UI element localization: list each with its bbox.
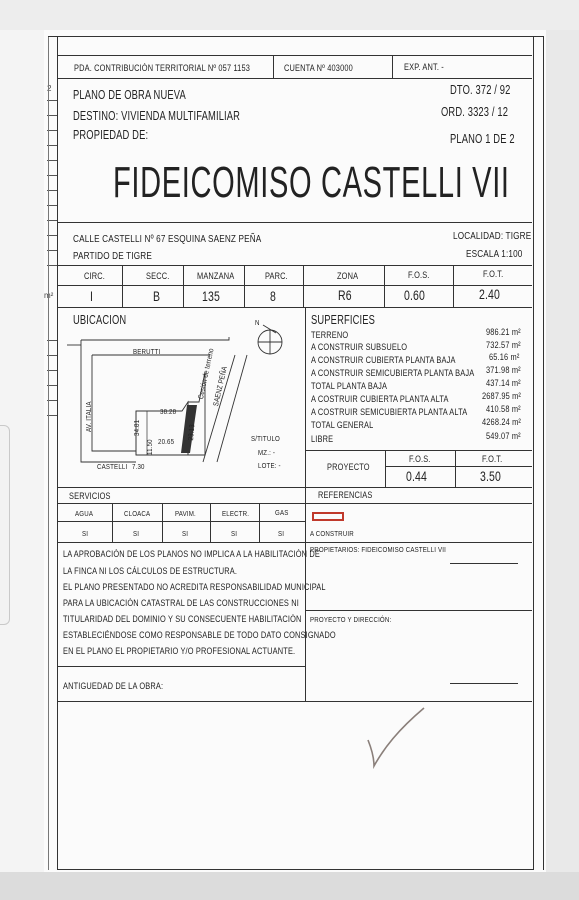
cat-header-fos: F.O.S. (408, 270, 430, 281)
plano-num-label: PLANO 1 DE 2 (450, 131, 515, 146)
cat-header-zona: ZONA (337, 271, 359, 282)
proyecto-fos-label: F.O.S. (409, 454, 431, 465)
serv-value-agua: SI (82, 529, 89, 538)
cat-value-circ: I (90, 288, 94, 304)
cuenta-label: CUENTA Nº 403000 (284, 63, 353, 74)
destino-label: DESTINO: VIVIENDA MULTIFAMILIAR (73, 108, 241, 123)
project-title: FIDEICOMISO CASTELLI VII (113, 158, 510, 207)
cesion-label: Cesión de terreno (196, 347, 216, 400)
serv-header-pavim: PAVIM. (175, 509, 196, 518)
proyecto-direccion-label: PROYECTO Y DIRECCIÓN: (310, 615, 392, 624)
serv-header-agua: AGUA (75, 509, 94, 518)
dto-label: DTO. 372 / 92 (450, 82, 511, 97)
cat-header-secc: SECC. (146, 271, 170, 282)
plano-label: PLANO DE OBRA NUEVA (73, 87, 186, 102)
street-italia: AV. ITALIA (84, 401, 93, 432)
servicios-label: SERVICIOS (69, 491, 111, 502)
ubicacion-label: UBICACION (73, 312, 127, 327)
serv-value-cloaca: SI (133, 529, 140, 538)
serv-value-pavim: SI (182, 529, 189, 538)
escala-label: ESCALA 1:100 (466, 248, 523, 260)
street-castelli: CASTELLI (97, 462, 128, 471)
cat-value-parc: 8 (270, 288, 276, 304)
cat-header-circ: CIRC. (84, 271, 105, 282)
bottom-band (0, 872, 579, 900)
cat-value-zona: R6 (338, 287, 352, 303)
north-label: N (255, 318, 260, 327)
serv-header-gas: GAS (275, 508, 289, 517)
cat-header-parc: PARC. (265, 271, 288, 282)
margin-mark-top: 2 (47, 84, 52, 93)
street-saenz: SAENZ PEÑA (211, 365, 229, 408)
proyecto-fos-value: 0.44 (406, 468, 428, 484)
serv-value-electr: SI (231, 529, 238, 538)
scroll-handle[interactable] (0, 425, 10, 625)
top-band (0, 0, 579, 30)
location-map (57, 307, 305, 487)
cat-value-fos: 0.60 (404, 287, 426, 303)
exp-label: EXP. ANT. - (404, 62, 444, 73)
referencias-label: REFERENCIAS (318, 490, 373, 501)
proyecto-fot-label: F.O.T. (482, 454, 503, 465)
dim-7: 7.30 (132, 462, 145, 471)
superficies-label: SUPERFICIES (311, 312, 376, 327)
partido-label: PARTIDO DE TIGRE (73, 250, 152, 262)
a-construir-label: A CONSTRUIR (310, 529, 354, 538)
dim-11: 11.50 (145, 439, 154, 455)
stitulo-label: S/TITULO (251, 434, 280, 443)
dim-38: 38.28 (160, 407, 177, 416)
dim-20: 20.65 (158, 437, 175, 446)
cat-value-fot: 2.40 (479, 286, 501, 302)
serv-header-electr: ELECTR. (222, 509, 250, 518)
cat-header-fot: F.O.T. (483, 269, 504, 280)
signature-mark (362, 700, 432, 772)
proyecto-label: PROYECTO (327, 462, 370, 473)
propiedad-label: PROPIEDAD DE: (73, 127, 149, 142)
proyecto-fot-value: 3.50 (480, 468, 502, 484)
antiguedad-label: ANTIGUEDAD DE LA OBRA: (63, 681, 164, 692)
mz-label: MZ.: - (258, 448, 276, 457)
serv-value-gas: SI (278, 529, 285, 538)
a-construir-swatch (312, 512, 344, 521)
propietarios-label: PROPIETARIOS: FIDEICOMISO CASTELLI VII (310, 545, 446, 554)
serv-header-cloaca: CLOACA (124, 509, 151, 518)
cat-value-manzana: 135 (202, 288, 220, 304)
margin-mark-side: m² (44, 291, 54, 300)
dim-23: 23.13 (186, 423, 197, 441)
dim-34: 34.81 (132, 419, 141, 436)
lote-label: LOTE: - (258, 461, 281, 470)
cat-header-manzana: MANZANA (197, 271, 235, 282)
localidad-label: LOCALIDAD: TIGRE (453, 230, 532, 242)
ord-label: ORD. 3323 / 12 (441, 104, 509, 119)
street-berutti: BERUTTI (133, 347, 161, 356)
pda-label: PDA. CONTRIBUCIÓN TERRITORIAL Nº 057 1153 (74, 63, 251, 74)
calle-label: CALLE CASTELLI Nº 67 ESQUINA SAENZ PEÑA (73, 233, 262, 245)
cat-value-secc: B (153, 288, 161, 304)
